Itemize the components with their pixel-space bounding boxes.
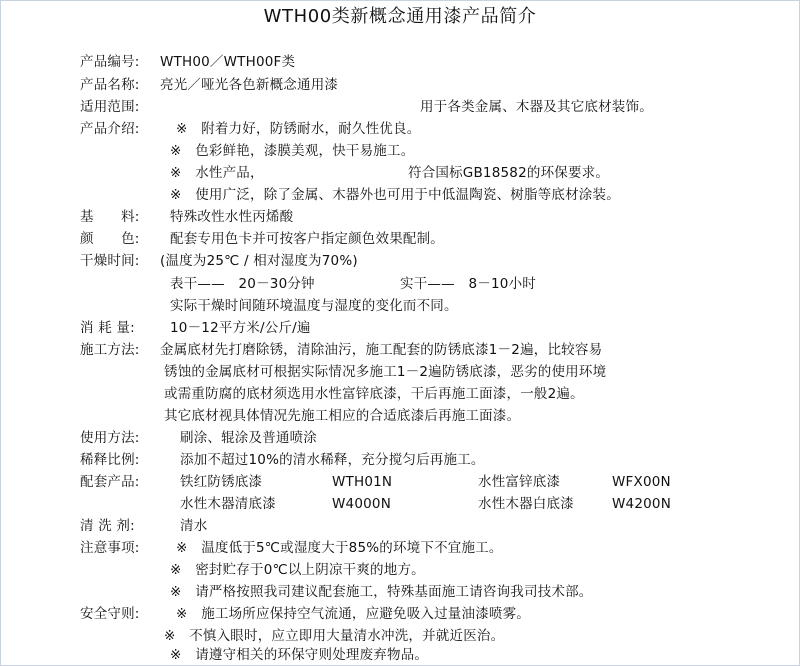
intro-item-tail: 符合国标GB18582的环保要求。 <box>408 165 610 182</box>
matching-name: 水性富锌底漆 <box>478 474 561 491</box>
base-value: 特殊改性水性丙烯酸 <box>170 209 294 226</box>
dilution-value: 添加不超过10%的清水稀释，充分搅匀后再施工。 <box>180 451 485 468</box>
intro-label: 产品介绍: <box>80 121 140 138</box>
matching-name: 水性木器白底漆 <box>478 496 574 513</box>
product-code-label: 产品编号: <box>80 54 140 70</box>
scope-value: 用于各类金属、木器及其它底材装饰。 <box>420 99 653 116</box>
cleaner-label: 清 洗 剂: <box>80 518 135 535</box>
drying-surface: 表干—— 20－30分钟 <box>170 275 315 292</box>
matching-code: W4200N <box>612 496 672 513</box>
safety-item: ※ 施工场所应保持空气流通，应避免吸入过量油漆喷雾。 <box>176 606 531 623</box>
product-code-value: WTH00／WTH00F类 <box>160 54 296 70</box>
construction-line: 或需重防腐的底材须选用水性富锌底漆，干后再施工面漆，一般2遍。 <box>164 385 584 402</box>
notes-item: ※ 温度低于5℃或湿度大于85%的环境下不宜施工。 <box>176 540 503 557</box>
matching-code: WTH01N <box>332 474 393 491</box>
usage-label: 使用方法: <box>80 429 140 446</box>
drying-condition: (温度为25℃ / 相对湿度为70%) <box>160 253 358 270</box>
intro-item: ※ 使用广泛，除了金属、木器外也可用于中低温陶瓷、树脂等底材涂装。 <box>170 187 620 204</box>
document-title: WTH00类新概念通用漆产品简介 <box>263 6 537 27</box>
construction-line: 其它底材视具体情况先施工相应的合适底漆后再施工面漆。 <box>164 407 521 424</box>
color-label: 颜 色: <box>80 231 140 248</box>
color-value: 配套专用色卡并可按客户指定颜色效果配制。 <box>170 231 444 248</box>
matching-code: W4000N <box>332 496 392 513</box>
safety-label: 安全守则: <box>80 606 140 623</box>
product-name-value: 亮光／哑光各色新概念通用漆 <box>160 77 339 94</box>
safety-item: ※ 不慎入眼时，应立即用大量清水冲洗，并就近医治。 <box>164 628 505 645</box>
matching-name: 铁红防锈底漆 <box>180 474 263 491</box>
notes-label: 注意事项: <box>80 540 140 557</box>
intro-item: ※ 色彩鲜艳，漆膜美观，快干易施工。 <box>170 143 415 160</box>
notes-item: ※ 密封贮存于0℃以上阴凉干爽的地方。 <box>170 562 425 579</box>
cleaner-value: 清水 <box>180 518 208 535</box>
drying-label: 干燥时间: <box>80 253 140 270</box>
product-name-label: 产品名称: <box>80 77 140 94</box>
matching-label: 配套产品: <box>80 474 140 491</box>
matching-name: 水性木器清底漆 <box>180 496 276 513</box>
drying-hard: 实干—— 8－10小时 <box>400 275 536 292</box>
consumption-value: 10－12平方米/公斤/遍 <box>170 319 311 336</box>
usage-value: 刷涂、辊涂及普通喷涂 <box>180 429 317 446</box>
matching-code: WFX00N <box>612 474 671 491</box>
base-label: 基 料: <box>80 209 140 226</box>
notes-item: ※ 请严格按照我司建议配套施工，特殊基面施工请咨询我司技术部。 <box>170 584 593 601</box>
scope-label: 适用范围: <box>80 99 140 116</box>
consumption-label: 消 耗 量: <box>80 319 135 336</box>
safety-item: ※ 请遵守相关的环保守则处理废弃物品。 <box>170 646 429 663</box>
intro-item: ※ 水性产品， <box>170 165 264 182</box>
dilution-label: 稀释比例: <box>80 451 140 468</box>
intro-item: ※ 附着力好，防锈耐水，耐久性优良。 <box>176 121 421 138</box>
construction-line: 锈蚀的金属底材可根据实际情况多施工1－2遍防锈底漆，恶劣的使用环境 <box>164 363 607 380</box>
construction-label: 施工方法: <box>80 341 140 358</box>
construction-line: 金属底材先打磨除锈，清除油污，施工配套的防锈底漆1－2遍，比较容易 <box>160 341 603 358</box>
drying-note: 实际干燥时间随环境温度与湿度的变化而不同。 <box>170 297 458 314</box>
